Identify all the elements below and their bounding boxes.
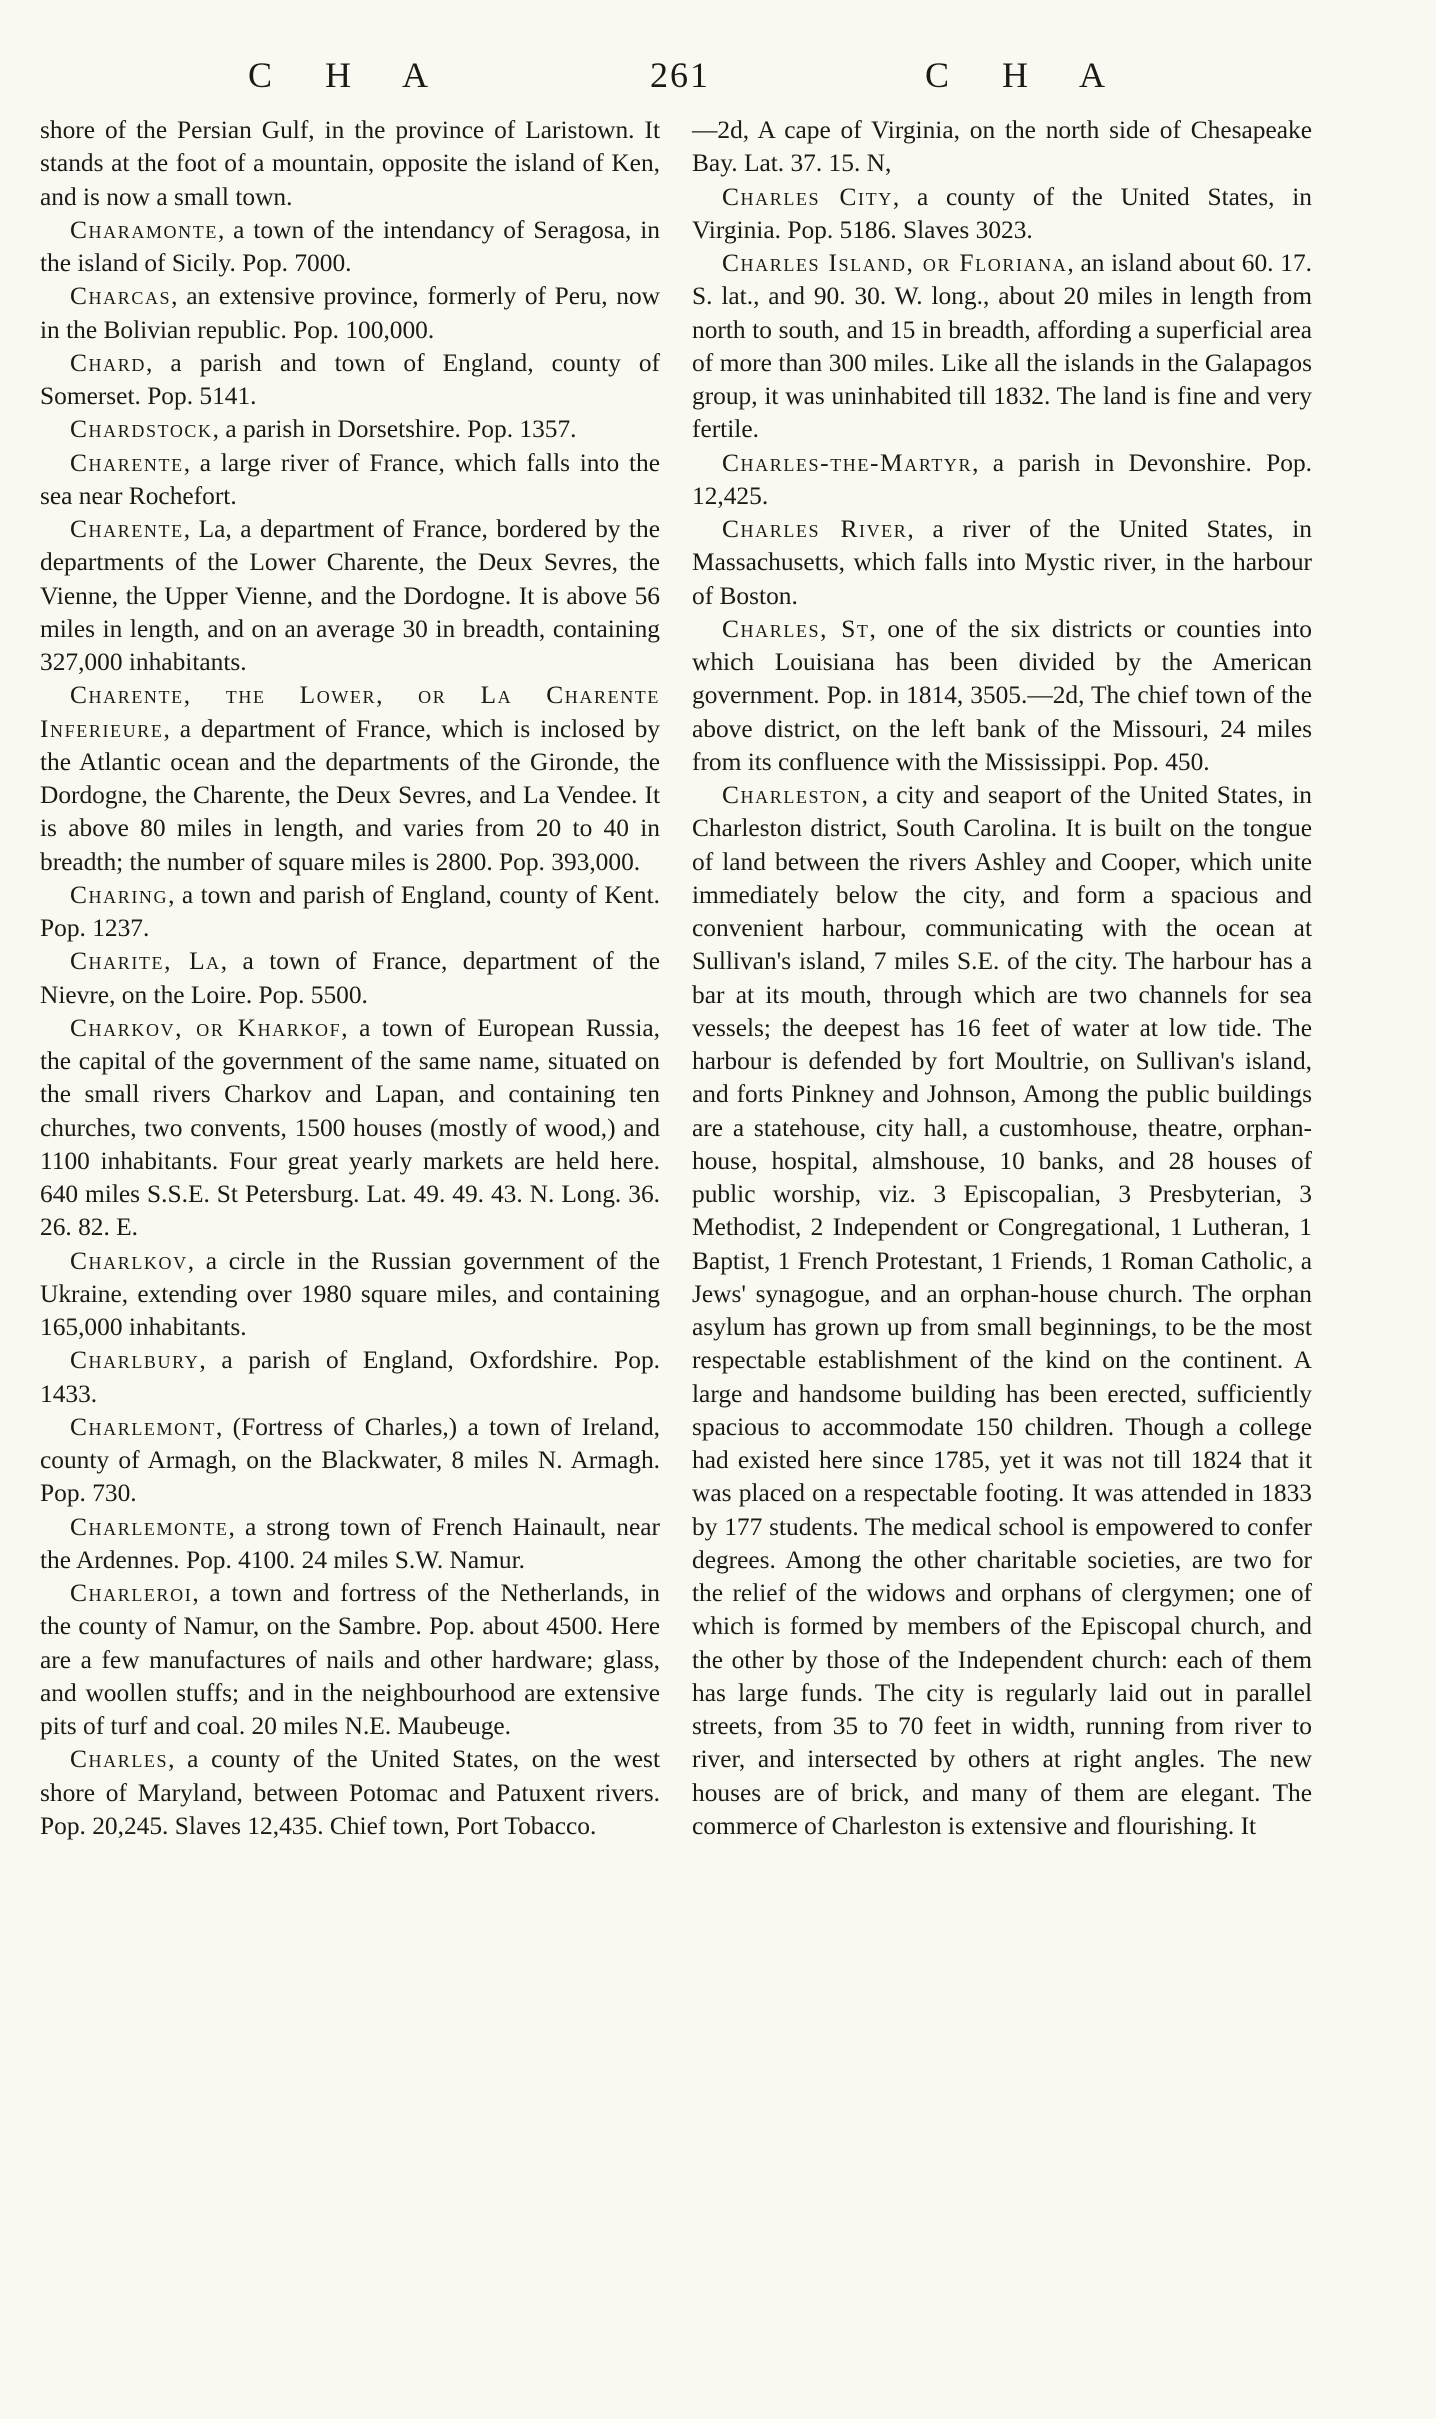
entry-text: , a town of France, department of the Nievre, on the Loire. Pop. 5500. <box>40 947 660 1009</box>
gazetteer-entry <box>40 280 660 347</box>
entry-headword: Charles-the-Martyr <box>722 448 973 477</box>
gazetteer-entry <box>40 1743 660 1843</box>
entry-headword: Charles <box>70 1745 169 1774</box>
gazetteer-entry <box>40 1245 660 1345</box>
entry-headword: Charente, the Lower, or La Charente Inferieure <box>40 681 660 743</box>
gazetteer-entry <box>40 1411 660 1511</box>
running-header <box>0 54 1436 104</box>
gazetteer-entry <box>692 447 1312 514</box>
gazetteer-entry <box>692 779 1312 1843</box>
gazetteer-entry <box>40 879 660 946</box>
entry-text: , a river of the United States, in Massachusetts, which falls into Mystic river, in the harbour of Boston. <box>692 515 1312 610</box>
entry-headword: Charlemonte <box>70 1512 229 1541</box>
entry-headword: Charcas <box>70 282 172 311</box>
gazetteer-entry <box>692 613 1312 779</box>
gazetteer-entry <box>40 1511 660 1578</box>
entry-headword: Chard <box>70 348 146 377</box>
entry-headword: Charite, La <box>70 947 221 976</box>
right-column <box>692 114 1312 1843</box>
entry-text: , a strong town of French Hainault, near the Ardennes. Pop. 4100. 24 miles S.W. Namur. <box>40 1512 660 1574</box>
entry-text: , a circle in the Russian government of the Ukraine, extending over 1980 square miles, and containing 165,000 inhabitants. <box>40 1246 660 1341</box>
entry-headword: Charlbury <box>70 1346 200 1375</box>
entry-text: shore of the Persian Gulf, in the province of Laristown. It stands at the foot of a mountain, opposite the island of Ken, and is now a small town. <box>40 116 660 211</box>
gazetteer-entry <box>40 347 660 414</box>
entry-text: , a large river of France, which falls into the sea near Rochefort. <box>40 448 660 510</box>
gazetteer-entry <box>40 1012 660 1245</box>
gazetteer-entry <box>40 214 660 281</box>
entry-headword: Charente <box>70 448 184 477</box>
entry-headword: Chardstock <box>70 415 213 444</box>
entry-text: , a parish in Dorsetshire. Pop. 1357. <box>212 415 577 444</box>
entry-text: , an island about 60. 17. S. lat., and 90. 30. W. long., about 20 miles in length from north to south, and 15 in breadth, affording a superficial area of more than 300 miles. Like all the islands in the Galapagos group, it was uninhabited till 1832. The land is fine and very fertile. <box>692 249 1312 444</box>
gazetteer-entry <box>40 447 660 514</box>
gazetteer-entry <box>692 247 1312 447</box>
entry-headword: Charkov, or Kharkof <box>70 1013 342 1042</box>
gazetteer-entry <box>40 1344 660 1411</box>
entry-headword: Charles City <box>722 182 893 211</box>
entry-headword: Charamonte <box>70 215 218 244</box>
entry-headword: Charing <box>70 880 169 909</box>
page-number: 261 <box>650 55 710 95</box>
gazetteer-entry <box>40 114 660 214</box>
entry-headword: Charles Island, or Floriana <box>722 249 1068 277</box>
entry-headword: Charles, St <box>722 614 870 643</box>
header-left-guideword: C H A <box>248 55 451 95</box>
entry-headword: Charleroi <box>70 1579 193 1607</box>
entry-text: —2d, A cape of Virginia, on the north side of Chesapeake Bay. Lat. 37. 15. N, <box>692 116 1312 178</box>
gazetteer-entry <box>40 413 660 446</box>
gazetteer-entry <box>692 114 1312 181</box>
entry-headword: Charlemont <box>70 1412 216 1441</box>
entry-headword: Charles River <box>722 515 908 543</box>
entry-text: , a county of the United States, in Virginia. Pop. 5186. Slaves 3023. <box>692 182 1312 244</box>
entry-headword: Charleston <box>722 781 862 809</box>
entry-text: , a department of France, which is inclosed by the Atlantic ocean and the departments of the Gironde, the Dordogne, the Charente, the Deux Sevres, and La Vendee. It is above 80 miles in length, and varies from 20 to 40 in breadth; the number of square miles is 2800. Pop. 393,000. <box>40 714 660 876</box>
gazetteer-entry <box>40 679 660 879</box>
entry-text: , one of the six districts or counties into which Louisiana has been divided by the American government. Pop. in 1814, 3505.—2d, The chief town of the above district, on the left bank of the Missouri, 24 miles from its confluence with the Mississippi. Pop. 450. <box>692 614 1312 776</box>
gazetteer-entry <box>40 1577 660 1743</box>
left-column <box>40 114 660 1843</box>
gazetteer-entry <box>692 181 1312 248</box>
entry-text: , a town of European Russia, the capital of the government of the same name, situated on the small rivers Charkov and Lapan, and containing ten churches, two convents, 1500 houses (mostly of wood,) and 1100 inhabitants. Four great yearly markets are held here. 640 miles S.S.E. St Petersburg. Lat. 49. 49. 43. N. Long. 36. 26. 82. E. <box>40 1013 661 1242</box>
header-right-guideword: C H A <box>925 55 1128 95</box>
entry-text: , an extensive province, formerly of Peru, now in the Bolivian republic. Pop. 100,000. <box>40 282 660 344</box>
entry-text: , a town and fortress of the Netherlands, in the county of Namur, on the Sambre. Pop. about 4500. Here are a few manufactures of nails and other hardware; glass, and woollen stuffs; and in the neighbourhood are extensive pits of turf and coal. 20 miles N.E. Maubeuge. <box>40 1579 660 1740</box>
entry-text: , a parish in Devonshire. Pop. 12,425. <box>692 448 1312 510</box>
entry-text: , a parish and town of England, county of Somerset. Pop. 5141. <box>40 348 660 410</box>
gazetteer-entry <box>692 513 1312 613</box>
entry-text: , a town and parish of England, county of Kent. Pop. 1237. <box>40 880 660 942</box>
entry-text: , a parish of England, Oxfordshire. Pop. 1433. <box>40 1346 660 1408</box>
entry-text: , (Fortress of Charles,) a town of Ireland, county of Armagh, on the Blackwater, 8 miles N. Armagh. Pop. 730. <box>40 1412 660 1508</box>
gazetteer-entry <box>40 945 660 1012</box>
entry-text: , La, a department of France, bordered by the departments of the Lower Charente, the Deux Sevres, the Vienne, the Upper Vienne, and the Dordogne. It is above 56 miles in length, and on an average 30 in breadth, containing 327,000 inhabitants. <box>40 515 660 676</box>
entry-text: , a town of the intendancy of Seragosa, in the island of Sicily. Pop. 7000. <box>40 215 660 277</box>
entry-headword: Charlkov <box>70 1246 188 1275</box>
entry-text: , a city and seaport of the United States, in Charleston district, South Carolina. It is built on the tongue of land between the rivers Ashley and Cooper, which unite immediately below the city, and form a spacious and convenient harbour, communicating with the ocean at Sullivan's island, 7 miles S.E. of the city. The harbour has a bar at its mouth, through which are two channels for sea vessels; the deepest has 16 feet of water at low tide. The harbour is defended by fort Moultrie, on Sullivan's island, and forts Pinkney and Johnson, Among the public buildings are a statehouse, city hall, a customhouse, theatre, orphan-house, hospital, almshouse, 10 banks, and 28 houses of public worship, viz. 3 Episcopalian, 3 Presbyterian, 3 Methodist, 2 Independent or Congregational, 1 Lutheran, 1 Baptist, 1 French Protestant, 1 Friends, 1 Roman Catholic, a Jews' synagogue, and an orphan-house church. The orphan asylum has grown up from small beginnings, to be the most respectable establishment of the kind on the continent. A large and handsome building has been erected, sufficiently spacious to accommodate 150 children. Though a college had existed here since 1785, yet it was not till 1824 that it was placed on a respectable footing. It was attended in 1833 by 177 students. The medical school is empowered to confer degrees. Among the other charitable societies, are two for the relief of the widows and orphans of clergymen; one of which is formed by members of the Episcopal church, and the other by those of the Independent church: each of them has large funds. The city is regularly laid out in parallel streets, from 35 to 70 feet in width, running from river to river, and intersected by others at right angles. The new houses are of brick, and many of them are elegant. The commerce of Charleston is extensive and flourishing. It <box>692 781 1312 1840</box>
entry-headword: Charente <box>70 515 184 543</box>
gazetteer-entry <box>40 513 660 679</box>
entry-text: , a county of the United States, on the west shore of Maryland, between Potomac and Patuxent rivers. Pop. 20,245. Slaves 12,435. Chief town, Port Tobacco. <box>40 1745 660 1840</box>
